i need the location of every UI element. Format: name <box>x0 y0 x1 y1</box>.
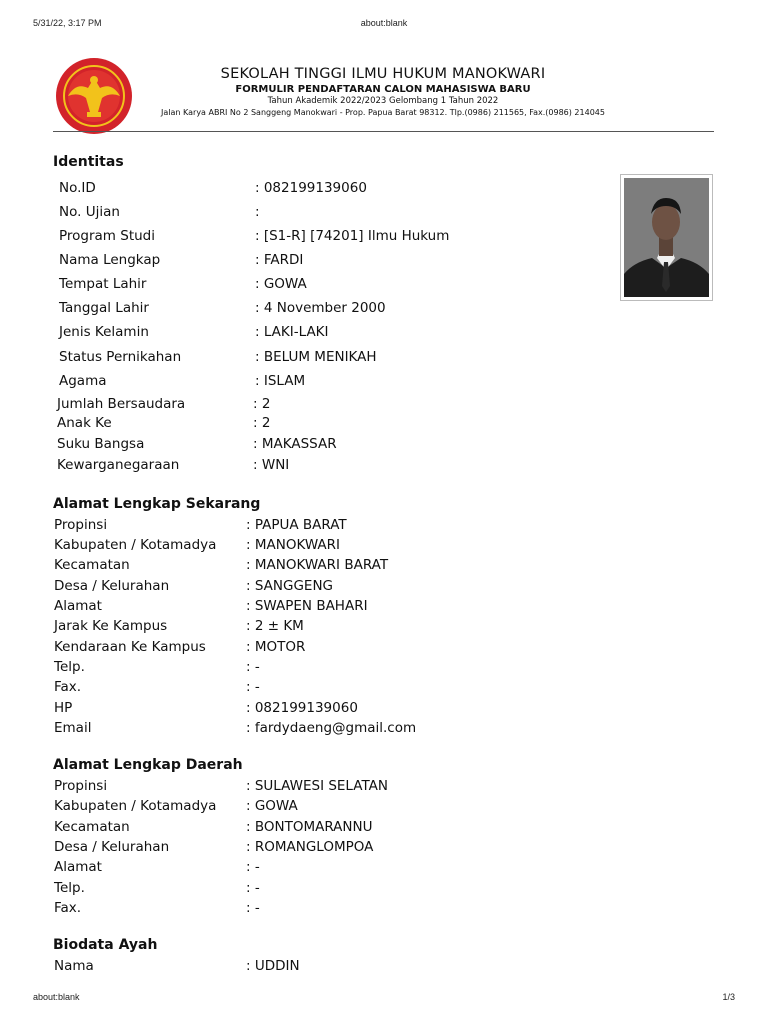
field-value: : 2 ± KM <box>246 618 304 634</box>
field-row <box>54 776 654 796</box>
field-value: : 082199139060 <box>255 180 367 196</box>
field-label: Jumlah Bersaudara <box>57 396 186 412</box>
field-row <box>54 956 654 976</box>
field-label: Jarak Ke Kampus <box>54 618 168 634</box>
field-label: Kecamatan <box>54 557 130 573</box>
field-value: : MAKASSAR <box>253 436 337 452</box>
field-row <box>54 657 654 677</box>
institution-name: SEKOLAH TINGGI ILMU HUKUM MANOKWARI <box>220 66 546 82</box>
field-label: Program Studi <box>59 228 155 244</box>
field-row <box>59 226 619 246</box>
field-label: Kendaraan Ke Kampus <box>54 639 206 655</box>
print-page-number: 1/3 <box>722 992 735 1002</box>
field-label: Email <box>54 720 92 736</box>
field-row <box>54 796 654 816</box>
field-value: : <box>255 204 260 220</box>
field-label: HP <box>54 700 73 716</box>
field-row <box>57 434 617 454</box>
field-value: : - <box>246 679 260 695</box>
field-label: Kabupaten / Kotamadya <box>54 537 217 553</box>
field-row <box>59 178 619 198</box>
field-row <box>54 857 654 877</box>
field-value: : SANGGENG <box>246 578 334 594</box>
field-value: : MANOKWARI BARAT <box>246 557 389 573</box>
institution-address: Jalan Karya ABRI No 2 Sanggeng Manokwari - Prop. Papua Barat 98312. Tlp.(0986) 211565, Fax.(0986) 214045 <box>161 108 605 117</box>
field-value: : MOTOR <box>246 639 306 655</box>
field-label: Jenis Kelamin <box>59 324 149 340</box>
letterhead <box>140 65 626 118</box>
field-value: : 4 November 2000 <box>255 300 386 316</box>
field-value: : [S1-R] [74201] Ilmu Hukum <box>255 228 450 244</box>
field-row <box>57 413 617 433</box>
field-label: Suku Bangsa <box>57 436 145 452</box>
field-row <box>54 837 654 857</box>
field-label: Status Pernikahan <box>59 349 182 365</box>
field-row <box>54 515 654 535</box>
field-label: Propinsi <box>54 778 108 794</box>
field-value: : FARDI <box>255 252 304 268</box>
print-header <box>0 18 768 32</box>
field-label: No. Ujian <box>59 204 120 220</box>
field-value: : MANOKWARI <box>246 537 341 553</box>
field-label: Agama <box>59 373 107 389</box>
field-value: : ISLAM <box>255 373 306 389</box>
field-value: : WNI <box>253 457 290 473</box>
field-row <box>54 718 654 738</box>
field-value: : 2 <box>253 396 271 412</box>
field-value: : GOWA <box>255 276 307 292</box>
field-row <box>54 555 654 575</box>
field-row <box>57 394 617 414</box>
form-title: FORMULIR PENDAFTARAN CALON MAHASISWA BARU <box>235 84 531 95</box>
field-value: : SULAWESI SELATAN <box>246 778 388 794</box>
field-value: : - <box>246 900 260 916</box>
field-label: Nama Lengkap <box>59 252 161 268</box>
field-label: Tempat Lahir <box>59 276 147 292</box>
field-label: Kecamatan <box>54 819 130 835</box>
section-title-biodata-ayah: Biodata Ayah <box>53 937 158 953</box>
field-value: : PAPUA BARAT <box>246 517 347 533</box>
academic-year: Tahun Akademik 2022/2023 Gelombang 1 Tahun 2022 <box>267 96 499 106</box>
field-label: Propinsi <box>54 517 108 533</box>
field-row <box>54 535 654 555</box>
field-row <box>59 371 619 391</box>
field-row <box>54 616 654 636</box>
field-label: Fax. <box>54 679 82 695</box>
field-row <box>54 898 654 918</box>
field-value: : ROMANGLOMPOA <box>246 839 374 855</box>
print-datetime: 5/31/22, 3:17 PM <box>33 18 102 28</box>
field-value: : BELUM MENIKAH <box>255 349 377 365</box>
field-label: Desa / Kelurahan <box>54 578 170 594</box>
field-row <box>54 637 654 657</box>
field-row <box>59 250 619 270</box>
print-page-title: about:blank <box>360 18 408 28</box>
field-value: : LAKI-LAKI <box>255 324 329 340</box>
field-value: : fardydaeng@gmail.com <box>246 720 417 736</box>
field-row <box>54 878 654 898</box>
field-row <box>54 576 654 596</box>
field-value: : GOWA <box>246 798 298 814</box>
field-row <box>54 698 654 718</box>
field-row <box>54 596 654 616</box>
field-value: : - <box>246 659 260 675</box>
section-title-alamat-daerah: Alamat Lengkap Daerah <box>53 757 243 773</box>
school-logo <box>54 56 134 136</box>
field-value: : BONTOMARANNU <box>246 819 373 835</box>
field-value: : SWAPEN BAHARI <box>246 598 368 614</box>
field-value: : 2 <box>253 415 271 431</box>
field-label: Tanggal Lahir <box>59 300 149 316</box>
field-label: Alamat <box>54 859 102 875</box>
section-title-alamat-sekarang: Alamat Lengkap Sekarang <box>53 496 261 512</box>
field-value: : - <box>246 859 260 875</box>
field-row <box>59 298 619 318</box>
field-label: Kabupaten / Kotamadya <box>54 798 217 814</box>
field-label: Telp. <box>54 659 85 675</box>
field-label: Fax. <box>54 900 82 916</box>
field-label: Anak Ke <box>57 415 112 431</box>
student-photo <box>620 174 713 301</box>
field-label: Alamat <box>54 598 102 614</box>
field-value: : - <box>246 880 260 896</box>
field-label: Nama <box>54 958 94 974</box>
field-row <box>57 455 617 475</box>
field-row <box>54 677 654 697</box>
field-row <box>54 817 654 837</box>
field-value: : UDDIN <box>246 958 300 974</box>
field-label: No.ID <box>59 180 96 196</box>
field-label: Telp. <box>54 880 85 896</box>
section-title-identitas: Identitas <box>53 154 124 170</box>
field-row <box>59 274 619 294</box>
field-row <box>59 322 619 342</box>
print-url: about:blank <box>33 992 80 1002</box>
header-divider <box>53 131 714 132</box>
field-value: : 082199139060 <box>246 700 358 716</box>
field-row <box>59 347 619 367</box>
field-row <box>59 202 619 222</box>
field-label: Desa / Kelurahan <box>54 839 170 855</box>
field-label: Kewarganegaraan <box>57 457 180 473</box>
